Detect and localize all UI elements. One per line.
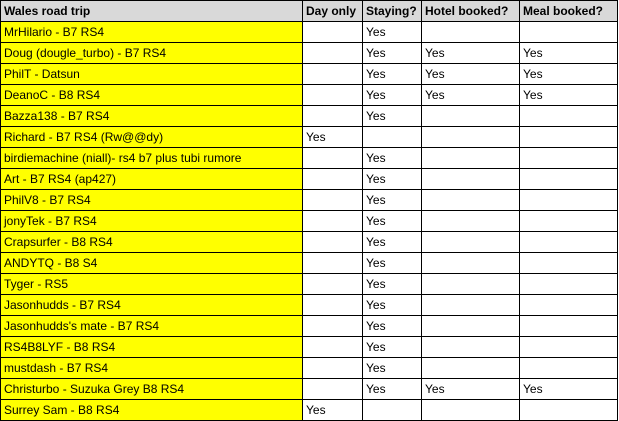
hotel-booked-cell[interactable] — [422, 316, 520, 337]
meal-booked-cell[interactable] — [520, 232, 618, 253]
table-row — [1, 106, 618, 127]
table-row — [1, 85, 618, 106]
hotel-booked-cell[interactable]: Yes — [422, 85, 520, 106]
staying-cell[interactable]: Yes — [363, 232, 422, 253]
table-row — [1, 358, 618, 379]
staying-cell[interactable]: Yes — [363, 316, 422, 337]
staying-cell[interactable]: Yes — [363, 64, 422, 85]
header-cell-hotel-booked[interactable]: Hotel booked? — [422, 1, 520, 22]
meal-booked-cell[interactable] — [520, 148, 618, 169]
table-row — [1, 316, 618, 337]
table-row — [1, 232, 618, 253]
table-row — [1, 211, 618, 232]
hotel-booked-cell[interactable] — [422, 148, 520, 169]
name-cell[interactable]: Doug (dougle_turbo) - B7 RS4 — [1, 43, 303, 64]
table-row — [1, 43, 618, 64]
hotel-booked-cell[interactable]: Yes — [422, 43, 520, 64]
meal-booked-cell[interactable]: Yes — [520, 85, 618, 106]
hotel-booked-cell[interactable] — [422, 337, 520, 358]
table-row — [1, 148, 618, 169]
staying-cell[interactable]: Yes — [363, 148, 422, 169]
staying-cell[interactable]: Yes — [363, 379, 422, 400]
meal-booked-cell[interactable] — [520, 106, 618, 127]
header-cell-day-only[interactable]: Day only — [303, 1, 363, 22]
day-only-cell[interactable] — [303, 148, 363, 169]
table-row — [1, 64, 618, 85]
spreadsheet-body — [1, 1, 618, 421]
header-cell-staying[interactable]: Staying? — [363, 1, 422, 22]
meal-booked-cell[interactable] — [520, 211, 618, 232]
meal-booked-cell[interactable]: Yes — [520, 379, 618, 400]
hotel-booked-cell[interactable] — [422, 295, 520, 316]
hotel-booked-cell[interactable] — [422, 22, 520, 43]
day-only-cell[interactable] — [303, 190, 363, 211]
staying-cell[interactable]: Yes — [363, 169, 422, 190]
day-only-cell[interactable] — [303, 253, 363, 274]
hotel-booked-cell[interactable] — [422, 190, 520, 211]
table-row — [1, 379, 618, 400]
name-cell[interactable]: Bazza138 - B7 RS4 — [1, 106, 303, 127]
day-only-cell[interactable] — [303, 85, 363, 106]
meal-booked-cell[interactable] — [520, 190, 618, 211]
name-cell[interactable]: MrHilario - B7 RS4 — [1, 22, 303, 43]
table-row — [1, 169, 618, 190]
meal-booked-cell[interactable] — [520, 274, 618, 295]
staying-cell[interactable]: Yes — [363, 106, 422, 127]
staying-cell[interactable]: Yes — [363, 358, 422, 379]
name-cell[interactable]: DeanoC - B8 RS4 — [1, 85, 303, 106]
table-row — [1, 295, 618, 316]
name-cell[interactable]: Jasonhudds - B7 RS4 — [1, 295, 303, 316]
name-cell[interactable]: Crapsurfer - B8 RS4 — [1, 232, 303, 253]
name-cell[interactable]: Jasonhudds's mate - B7 RS4 — [1, 316, 303, 337]
day-only-cell[interactable] — [303, 358, 363, 379]
day-only-cell[interactable] — [303, 43, 363, 64]
staying-cell[interactable]: Yes — [363, 43, 422, 64]
meal-booked-cell[interactable] — [520, 316, 618, 337]
staying-cell[interactable]: Yes — [363, 337, 422, 358]
header-cell-title[interactable]: Wales road trip — [1, 1, 303, 22]
meal-booked-cell[interactable] — [520, 337, 618, 358]
name-cell[interactable]: birdiemachine (niall)- rs4 b7 plus tubi rumore — [1, 148, 303, 169]
day-only-cell[interactable]: Yes — [303, 127, 363, 148]
staying-cell[interactable]: Yes — [363, 253, 422, 274]
table-row — [1, 127, 618, 148]
table-row — [1, 400, 618, 421]
name-cell[interactable]: Richard - B7 RS4 (Rw@@dy) — [1, 127, 303, 148]
staying-cell[interactable] — [363, 400, 422, 421]
hotel-booked-cell[interactable] — [422, 274, 520, 295]
day-only-cell[interactable] — [303, 316, 363, 337]
day-only-cell[interactable] — [303, 232, 363, 253]
hotel-booked-cell[interactable] — [422, 358, 520, 379]
hotel-booked-cell[interactable]: Yes — [422, 379, 520, 400]
hotel-booked-cell[interactable]: Yes — [422, 64, 520, 85]
day-only-cell[interactable] — [303, 106, 363, 127]
name-cell[interactable]: Surrey Sam - B8 RS4 — [1, 400, 303, 421]
hotel-booked-cell[interactable] — [422, 211, 520, 232]
day-only-cell[interactable] — [303, 211, 363, 232]
staying-cell[interactable]: Yes — [363, 211, 422, 232]
name-cell[interactable]: jonyTek - B7 RS4 — [1, 211, 303, 232]
table-row — [1, 22, 618, 43]
name-cell[interactable]: RS4B8LYF - B8 RS4 — [1, 337, 303, 358]
hotel-booked-cell[interactable] — [422, 127, 520, 148]
header-row — [1, 1, 618, 22]
name-cell[interactable]: mustdash - B7 RS4 — [1, 358, 303, 379]
day-only-cell[interactable] — [303, 274, 363, 295]
table-row — [1, 253, 618, 274]
hotel-booked-cell[interactable] — [422, 106, 520, 127]
name-cell[interactable]: Art - B7 RS4 (ap427) — [1, 169, 303, 190]
table-row — [1, 274, 618, 295]
header-cell-meal-booked[interactable]: Meal booked? — [520, 1, 618, 22]
meal-booked-cell[interactable] — [520, 253, 618, 274]
meal-booked-cell[interactable] — [520, 295, 618, 316]
staying-cell[interactable]: Yes — [363, 22, 422, 43]
table-row — [1, 190, 618, 211]
day-only-cell[interactable]: Yes — [303, 400, 363, 421]
name-cell[interactable]: Tyger - RS5 — [1, 274, 303, 295]
name-cell[interactable]: PhilT - Datsun — [1, 64, 303, 85]
hotel-booked-cell[interactable] — [422, 400, 520, 421]
meal-booked-cell[interactable]: Yes — [520, 64, 618, 85]
meal-booked-cell[interactable] — [520, 22, 618, 43]
meal-booked-cell[interactable] — [520, 127, 618, 148]
table-row — [1, 337, 618, 358]
meal-booked-cell[interactable] — [520, 358, 618, 379]
meal-booked-cell[interactable] — [520, 169, 618, 190]
day-only-cell[interactable] — [303, 169, 363, 190]
day-only-cell[interactable] — [303, 22, 363, 43]
day-only-cell[interactable] — [303, 379, 363, 400]
name-cell[interactable]: PhilV8 - B7 RS4 — [1, 190, 303, 211]
meal-booked-cell[interactable]: Yes — [520, 43, 618, 64]
day-only-cell[interactable] — [303, 64, 363, 85]
day-only-cell[interactable] — [303, 295, 363, 316]
hotel-booked-cell[interactable] — [422, 253, 520, 274]
name-cell[interactable]: Christurbo - Suzuka Grey B8 RS4 — [1, 379, 303, 400]
staying-cell[interactable]: Yes — [363, 274, 422, 295]
meal-booked-cell[interactable] — [520, 400, 618, 421]
name-cell[interactable]: ANDYTQ - B8 S4 — [1, 253, 303, 274]
staying-cell[interactable]: Yes — [363, 190, 422, 211]
hotel-booked-cell[interactable] — [422, 169, 520, 190]
staying-cell[interactable]: Yes — [363, 85, 422, 106]
staying-cell[interactable] — [363, 127, 422, 148]
staying-cell[interactable]: Yes — [363, 295, 422, 316]
hotel-booked-cell[interactable] — [422, 232, 520, 253]
day-only-cell[interactable] — [303, 337, 363, 358]
